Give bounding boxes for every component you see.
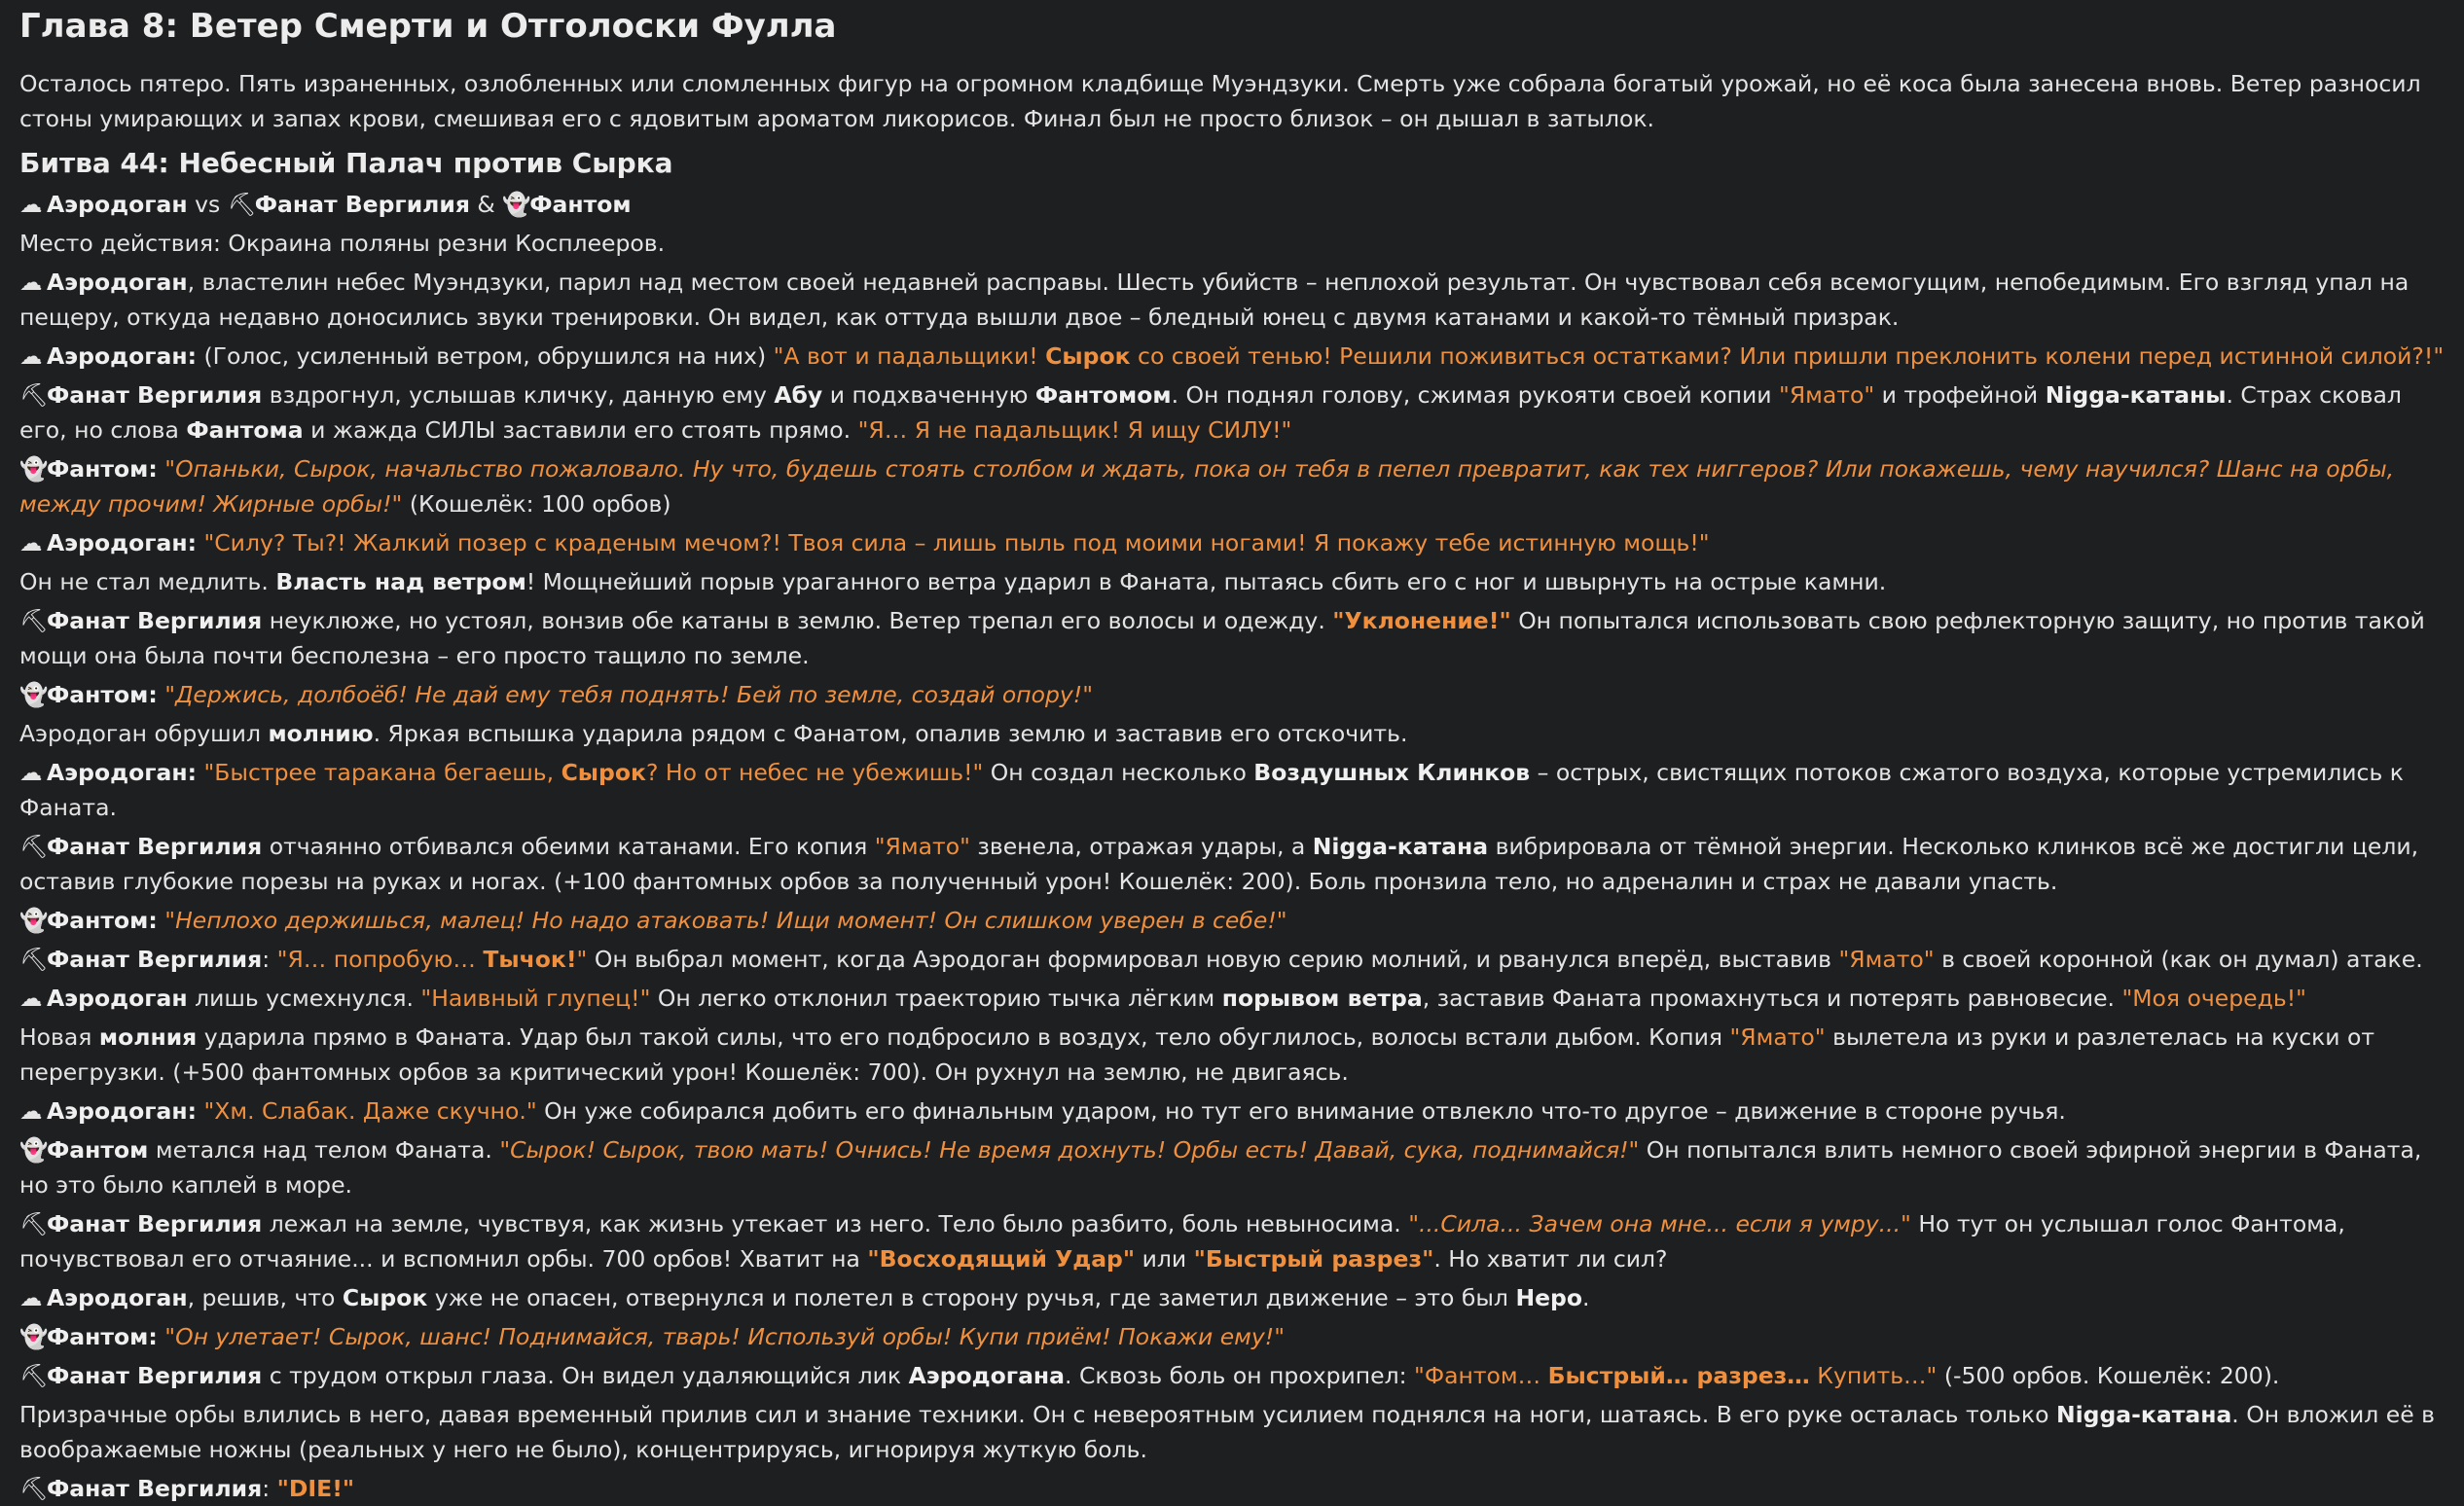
cloud-icon: ☁ <box>19 269 43 296</box>
text: & <box>469 191 503 218</box>
text: Он выбрал момент, когда Аэродоган формировал новую серию молний, и рванулся вперёд, выставив <box>587 946 1839 973</box>
text: . Он вложил её в воображаемые ножны (реальных у него не было), концентрируясь, игнорируя жуткую боль. <box>19 1401 2435 1463</box>
quote-text: "Ямато" <box>1838 946 1935 973</box>
story-paragraph <box>19 981 2464 1016</box>
bold-text: Фанат Вергилия <box>47 1475 263 1502</box>
text: , заставив Фаната промахнуться и потерять равновесие. <box>1422 985 2122 1012</box>
swords-icon: ⛏ <box>19 833 49 860</box>
bold-text: Nigga-катана <box>2055 1401 2232 1428</box>
swords-icon: ⛏ <box>19 607 49 634</box>
bold-text: Аэродоган <box>47 269 188 296</box>
bold-text: порывом ветра <box>1221 985 1423 1012</box>
text: . Сквозь боль он прохрипел: <box>1065 1362 1415 1389</box>
text: вылетела из руки и разлетелась на куски от перегрузки. (+500 фантомных орбов за критический урон! Кошелёк: 700). Он рухнул на землю, не двигаясь. <box>19 1023 2375 1086</box>
quote-text: "Фантом… <box>1414 1362 1548 1389</box>
text: Новая <box>19 1023 99 1051</box>
bold-text: Власть над ветром <box>275 568 526 595</box>
story-paragraph <box>19 1471 2464 1506</box>
quote-text: "Я… Я не падальщик! Я ищу СИЛУ!" <box>857 416 1292 444</box>
cloud-icon: ☁ <box>19 985 43 1012</box>
story-paragraph <box>19 1358 2464 1393</box>
text: и трофейной <box>1874 381 2046 409</box>
text: Он уже собирался добить его финальным ударом, но тут его внимание отвлекло что-то другое – движение в стороне ручья. <box>536 1097 2066 1125</box>
quote-text: "Силу? Ты?! Жалкий позер с краденым мечом?! Твоя сила – лишь пыль под моими ногами! Я покажу тебе истинную мощь!" <box>203 529 1710 556</box>
text: звенела, отражая удары, а <box>969 833 1313 860</box>
story-paragraph <box>19 525 2464 560</box>
bold-text: Фантом: <box>47 681 158 708</box>
quote-text: Купить…" <box>1809 1362 1938 1389</box>
quote-text: "Ямато" <box>874 833 970 860</box>
text: , решив, что <box>187 1284 343 1311</box>
story-paragraph <box>19 1206 2464 1276</box>
text: : <box>262 946 277 973</box>
text: . Страх сковал его, но слова <box>19 381 2402 444</box>
text: Место действия: Окраина поляны резни Косплееров. <box>19 230 666 257</box>
quote-text: "Сырок! Сырок, твою мать! Очнись! Не время дохнуть! Орбы есть! Давай, сука, поднимайся!" <box>499 1136 1640 1164</box>
bold-text: Фанат Вергилия <box>47 607 263 634</box>
text: Он попытался использовать свою рефлекторную защиту, но против такой мощи она была почти бесполезна – его просто тащило по земле. <box>19 607 2425 669</box>
swords-icon: ⛏ <box>19 946 49 973</box>
bold-text: Фантом: <box>47 1323 158 1350</box>
cloud-icon: ☁ <box>19 529 43 556</box>
text: , властелин небес Муэндзуки, парил над местом своей недавней расправы. Шесть убийств – неплохой результат. Он чувствовал себя всемогущим, непобедимым. Его взгляд упал на пещеру, откуда недавно доносились звуки тренировки. Он видел, как оттуда вышли двое – бледный юнец с двумя катанами и какой-то тёмный призрак. <box>19 269 2410 331</box>
text: в своей коронной (как он думал) атаке. <box>1934 946 2423 973</box>
text: с трудом открыл глаза. Он видел удаляющийся лик <box>262 1362 909 1389</box>
quote-text: "DIE!" <box>276 1475 355 1502</box>
story-paragraph <box>19 903 2464 938</box>
bold-text: Аэродогана <box>908 1362 1066 1389</box>
text: или <box>1135 1245 1194 1273</box>
text: уже не опасен, отвернулся и полетел в сторону ручья, где заметил движение – это был <box>427 1284 1516 1311</box>
story-paragraph <box>19 829 2464 899</box>
quote-text: Тычок! <box>483 946 577 973</box>
story-paragraph <box>19 265 2464 335</box>
bold-text: Фанат Вергилия <box>47 1362 263 1389</box>
bold-text: Фанат Вергилия <box>254 191 470 218</box>
text: вибрировала от тёмной энергии. Несколько клинков всё же достигли цели, оставив глубокие порезы на руках и ногах. (+100 фантомных орбов за полученный урон! Кошелёк: 200). Боль пронзила тело, но адреналин и страх не давали упасть. <box>19 833 2419 895</box>
ghost-icon: 👻 <box>19 681 49 708</box>
bold-text: Воздушных Клинков <box>1253 759 1531 786</box>
quote-text: "Моя очередь!" <box>2121 985 2306 1012</box>
bold-text: Фанат Вергилия <box>47 833 263 860</box>
bold-text: Фантом <box>529 191 632 218</box>
bold-text: Фантом <box>47 1136 149 1164</box>
bold-text: Аэродоган <box>47 191 188 218</box>
quote-text: "Держись, долбоёб! Не дай ему тебя поднять! Бей по земле, создай опору!" <box>164 681 1094 708</box>
text: . Яркая вспышка ударила рядом с Фанатом, опалив землю и заставив его отскочить. <box>373 720 1408 747</box>
text: (Кошелёк: 100 орбов) <box>402 490 671 518</box>
text: вздрогнул, услышав кличку, данную ему <box>262 381 775 409</box>
quote-text: со своей тенью! Решили поживиться остатками? Или пришли преклонить колени перед истинной силой?!" <box>1130 342 2445 370</box>
quote-text: ? Но от небес не убежишь!" <box>645 759 984 786</box>
quote-text: "Быстрее таракана бегаешь, <box>203 759 562 786</box>
bold-text: Фантом: <box>47 455 158 483</box>
quote-text: "Ямато" <box>1779 381 1875 409</box>
cloud-icon: ☁ <box>19 759 43 786</box>
swords-icon: ⛏ <box>19 1475 49 1502</box>
text: лишь усмехнулся. <box>187 985 421 1012</box>
story-paragraph <box>19 564 2464 599</box>
text: (Голос, усиленный ветром, обрушился на них) <box>196 342 774 370</box>
quote-text: Сырок <box>1045 342 1131 370</box>
story-paragraph <box>19 716 2464 751</box>
chapter-title: Глава 8: Ветер Смерти и Отголоски Фулла <box>19 7 837 46</box>
story-paragraph <box>19 1319 2464 1354</box>
bold-text: Фанат Вергилия <box>47 1210 263 1237</box>
text: ! Мощнейший порыв ураганного ветра ударил в Фаната, пытаясь сбить его с ног и швырнуть на острые камни. <box>525 568 1887 595</box>
bold-text: Фантома <box>186 416 304 444</box>
cloud-icon: ☁ <box>19 1097 43 1125</box>
text: Аэродоган обрушил <box>19 720 269 747</box>
quote-text: "Я… попробую… <box>276 946 484 973</box>
quote-text: "Опаньки, Сырок, начальство пожаловало. Ну что, будешь стоять столбом и ждать, пока он тебя в пепел превратит, как тех ниггеров? Или покажешь, чему научился? Шанс на орбы, между прочим! Жирные орбы!" <box>19 455 2395 518</box>
ghost-icon: 👻 <box>19 455 49 483</box>
text: (-500 орбов. Кошелёк: 200). <box>1937 1362 2280 1389</box>
story-paragraph <box>19 1280 2464 1315</box>
text: лежал на земле, чувствуя, как жизнь утекает из него. Тело было разбито, боль невыносима. <box>262 1210 1409 1237</box>
quote-text: " <box>576 946 588 973</box>
bold-text: молнию <box>268 720 374 747</box>
bold-text: молния <box>98 1023 198 1051</box>
bold-text: Аэродоган: <box>47 342 197 370</box>
story-paragraph <box>19 339 2464 374</box>
text: Осталось пятеро. Пять израненных, озлобленных или сломленных фигур на огромном кладбище Муэндзуки. Смерть уже собрала богатый урожай, но её коса была занесена вновь. Ветер разносил стоны умирающих и запах крови, смешивая его с ядовитым ароматом ликорисов. Финал был не просто близок – он дышал в затылок. <box>19 70 2421 132</box>
bold-text: Фантомом <box>1034 381 1172 409</box>
story-paragraph <box>19 603 2464 673</box>
story-paragraph <box>19 187 2464 222</box>
ghost-icon: 👻 <box>19 1136 49 1164</box>
bold-text: Аэродоган: <box>47 1097 197 1125</box>
story-paragraph <box>19 1094 2464 1129</box>
cloud-icon: ☁ <box>19 342 43 370</box>
story-paragraph <box>19 226 2464 261</box>
bold-text: Аэродоган <box>47 985 188 1012</box>
bold-text: Неро <box>1515 1284 1583 1311</box>
bold-text: Аэродоган <box>47 1284 188 1311</box>
cloud-icon: ☁ <box>19 191 43 218</box>
quote-text: "Неплохо держишься, малец! Но надо атаковать! Ищи момент! Он слишком уверен в себе!" <box>164 907 1287 934</box>
battle-title: Битва 44: Небесный Палач против Сырка <box>19 147 673 179</box>
story-paragraph <box>19 377 2464 448</box>
text: Он легко отклонил траекторию тычка лёгким <box>650 985 1222 1012</box>
text: неуклюже, но устоял, вонзив обе катаны в землю. Ветер трепал его волосы и одежду. <box>262 607 1333 634</box>
swords-icon: ⛏ <box>227 191 257 218</box>
text: Он не стал медлить. <box>19 568 276 595</box>
bold-text: Абу <box>774 381 823 409</box>
quote-text: "Он улетает! Сырок, шанс! Поднимайся, тварь! Используй орбы! Купи приём! Покажи ему!" <box>164 1323 1286 1350</box>
text: Он попытался влить немного своей эфирной энергии в Фаната, но это было каплей в море. <box>19 1136 2422 1199</box>
text: и подхваченную <box>822 381 1035 409</box>
quote-text: "Быстрый разрез" <box>1193 1245 1434 1273</box>
bold-text: Сырок <box>342 1284 428 1311</box>
swords-icon: ⛏ <box>19 1210 49 1237</box>
story-paragraph <box>19 1020 2464 1090</box>
ghost-icon: 👻 <box>19 1323 49 1350</box>
story-paragraph <box>19 942 2464 977</box>
bold-text: Nigga-катана <box>1312 833 1489 860</box>
story-paragraph <box>19 1397 2464 1467</box>
story-paragraph <box>19 1132 2464 1202</box>
bold-text: Nigga-катаны <box>2045 381 2227 409</box>
swords-icon: ⛏ <box>19 1362 49 1389</box>
text: : <box>262 1475 277 1502</box>
text: Призрачные орбы влились в него, давая временный прилив сил и знание техники. Он с невероятным усилием поднялся на ноги, шатаясь. В его руке осталась только <box>19 1401 2056 1428</box>
text: vs <box>187 191 228 218</box>
cloud-icon: ☁ <box>19 1284 43 1311</box>
text: ударила прямо в Фаната. Удар был такой силы, что его подбросило в воздух, тело обуглилось, волосы встали дыбом. Копия <box>197 1023 1730 1051</box>
quote-text: "Хм. Слабак. Даже скучно." <box>203 1097 537 1125</box>
story-paragraph <box>19 755 2464 825</box>
ghost-icon: 👻 <box>502 191 531 218</box>
text: Но тут он услышал голос Фантома, почувствовал его отчаяние... и вспомнил орбы. 700 орбов! Хватит на <box>19 1210 2345 1273</box>
text: – острых, свистящих потоков сжатого воздуха, которые устремились к Фаната. <box>19 759 2404 821</box>
ghost-icon: 👻 <box>19 907 49 934</box>
quote-text: "...Сила... Зачем она мне... если я умру..." <box>1408 1210 1911 1237</box>
swords-icon: ⛏ <box>19 381 49 409</box>
story-text <box>19 66 2464 1506</box>
story-paragraph <box>19 677 2464 712</box>
bold-text: Фантом: <box>47 907 158 934</box>
text: и жажда СИЛЫ заставили его стоять прямо. <box>303 416 858 444</box>
bold-text: Аэродоган: <box>47 529 197 556</box>
text: метался над телом Фаната. <box>148 1136 500 1164</box>
text: . <box>1582 1284 1590 1311</box>
bold-text: Аэродоган: <box>47 759 197 786</box>
quote-text: "Наивный глупец!" <box>420 985 651 1012</box>
bold-text: Фанат Вергилия <box>47 381 263 409</box>
bold-text: Фанат Вергилия <box>47 946 263 973</box>
text: . Он поднял голову, сжимая рукояти своей копии <box>1171 381 1780 409</box>
story-paragraph <box>19 451 2464 521</box>
intro-paragraph <box>19 66 2464 136</box>
text: отчаянно отбивался обеими катанами. Его копия <box>262 833 875 860</box>
quote-text: "Ямато" <box>1729 1023 1826 1051</box>
quote-text: "Уклонение!" <box>1332 607 1511 634</box>
quote-text: Быстрый… разрез… <box>1547 1362 1810 1389</box>
quote-text: Сырок <box>561 759 646 786</box>
quote-text: "Восходящий Удар" <box>867 1245 1136 1273</box>
text: Он создал несколько <box>983 759 1254 786</box>
text: . Но хватит ли сил? <box>1433 1245 1668 1273</box>
quote-text: "А вот и падальщики! <box>773 342 1046 370</box>
